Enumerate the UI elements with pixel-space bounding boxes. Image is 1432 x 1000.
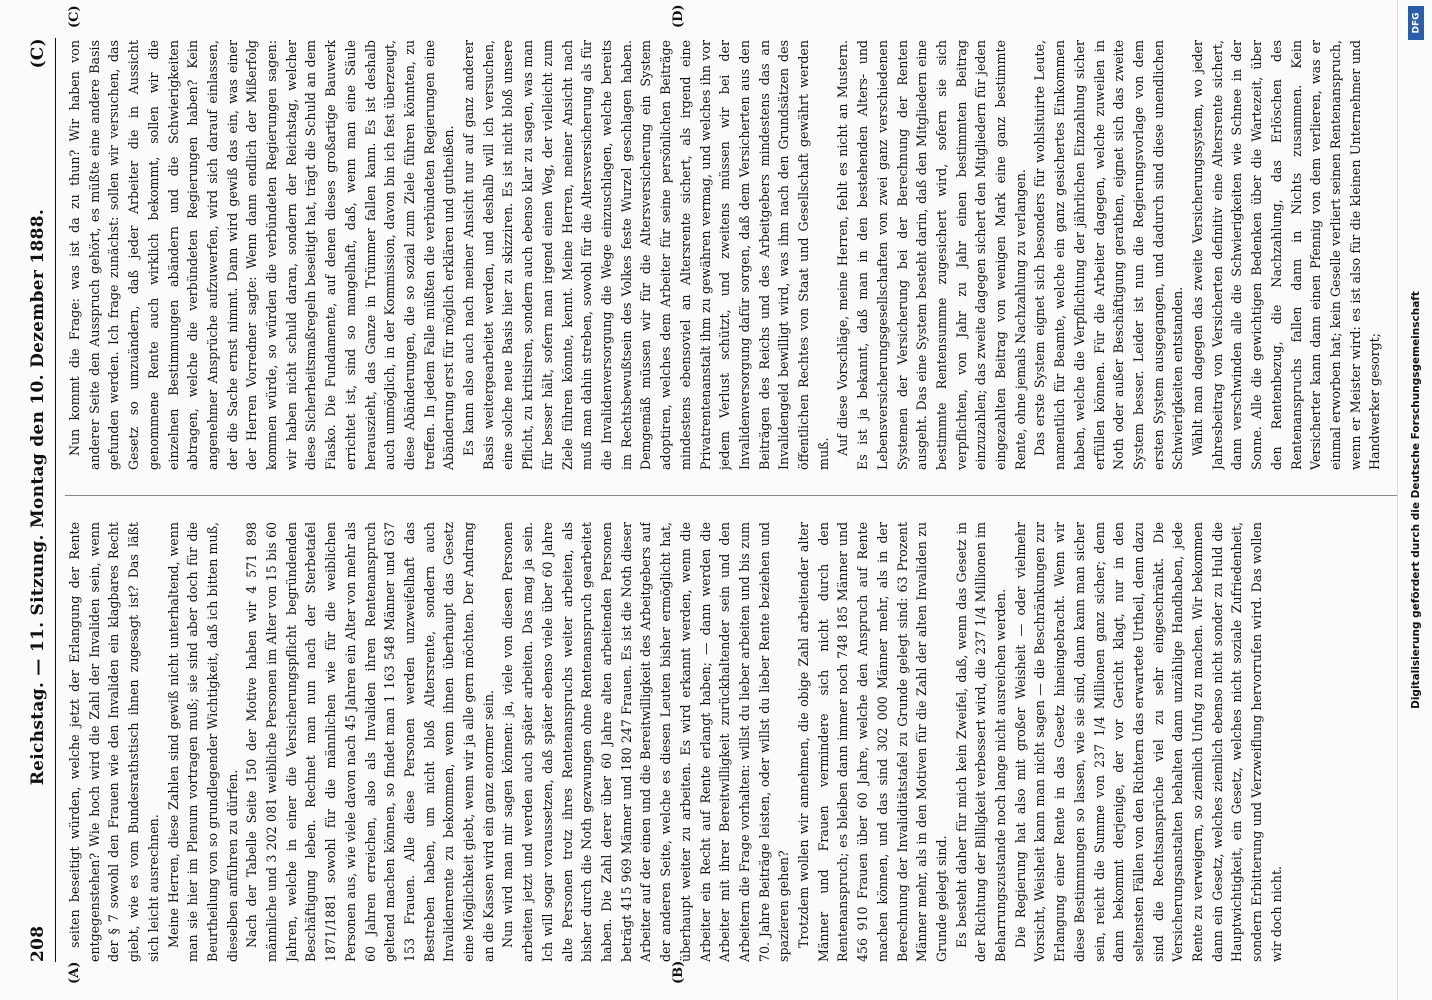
page-header <box>25 38 51 962</box>
running-title: Reichstag. — 11. Sitzung. Montag den 10. Dezember 1888. <box>28 208 48 786</box>
paragraph: Nun wird man mir sagen können: ja, viele von diesen Personen arbeiten jetzt und werden auch später arbeiten. Das mag ja sein. Ich will sogar voraussetzen, daß später ebenso viele über 60 Jahre alte Personen trotz ihres Rentenanspruchs weiter arbeiten, als bisher durch die Noth gezwungen ohne Rentenanspruch gearbeitet haben. Die Zahl derer über 60 Jahre alten arbeitenden Personen beträgt 415 969 Männer und 180 247 Frauen. Es ist die Noth dieser Arbeiter auf der einen und die Bereitwilligkeit des Arbeitgebers auf der anderen Seite, welche es diesen Leuten bisher ermöglicht hat, überhaupt weiter zu arbeiten. Es wird erkannt werden, wenn die Arbeiter ein Recht auf Rente erlangt haben; — dann werden die Arbeiter mit ihrer Bereitwilligkeit zurückhaltender sein und den Arbeitern die Frage vorhalten: willst du lieber arbeiten und bis zum 70. Jahre Beiträge leisten, oder willst du lieber Rente beziehen und spazieren gehen? <box>500 522 792 962</box>
paragraph: Wählt man dagegen das zweite Versicherungssystem, wo jeder Jahresbeitrag von Versicherten definitiv eine Altersrente sichert, dann verschwinden alle die Schwierigkeiten wie Schnee in der Sonne. Alle die gewichtigen Bedenken über die Wartezeit, über den Rentenbezug, die Nachzahlung, das Erlöschen des Rentenanspruchs fallen dann in Nichts zusammen. Kein Versicherter kann dann einen Pfennig von dem verlieren, was er einmal erworben hat; kein Geselle verliert seinen Rentenanspruch, wenn er Meister wird: es ist also für die kleinen Unternehmer und Handwerker gesorgt; <box>1190 40 1383 470</box>
margin-marker-b: (B) <box>671 960 686 984</box>
left-column <box>65 522 1397 962</box>
paragraph: Meine Herren, diese Zahlen sind gewiß nicht unterhaltend, wenn man sie hier im Plenum vortragen muß; sie sind aber doch für die Beurtheilung von so grundlegender Wichtigkeit, daß ich bitten muß, dieselben anführen zu dürfen. <box>165 522 240 962</box>
paragraph: Es kann also auch nach meiner Ansicht nur auf ganz anderer Basis weitergearbeitet werden, und deshalb will ich versuchen, eine solche neue Basis hier zu skizziren. Es ist nicht bloß unsere Pflicht, zu kritisiren, sondern auch ebenso klar zu sagen, was man für besser hält, sofern man irgend einen Weg, der vielleicht zum Ziele führen könnte, kennt. Meine Herren, meiner Ansicht nach muß man dahin streben, sowohl für die Altersversicherung als für die Invalidenversorgung die Wege einzuschlagen, welche bereits im Rechtsbewußtsein des Volkes feste Wurzel geschlagen haben. Demgemäß müssen wir für die Altersversicherung ein System adoptiren, welches dem Arbeiter für seine persönlichen Beiträge mindestens ebensoviel an Altersrente sichert, als irgend eine Privatrentenanstalt ihm zu gewähren vermag, und welches ihn vor jedem Verlust schützt, und zweitens müssen wir bei der Invalidenversorgung dafür sorgen, daß dem Versicherten aus den Beiträgen des Reichs und des Arbeitgebers mindestens das an Invalidengeld bewilligt wird, was ihm nach den Grundsätzen des öffentlichen Rechtes von Staat und Gesellschaft gewährt werden muß. <box>461 40 831 470</box>
header-rule <box>55 38 56 962</box>
margin-marker-d: (D) <box>671 4 686 28</box>
page-number: 208 <box>28 925 48 962</box>
paragraph: Das erste System eignet sich besonders für wohlsituirte Leute, namentlich für Beamte, welche ein ganz gesichertes Einkommen haben, welche die Verpflichtung der jährlichen Einzahlung sicher erfüllen können. Für die Arbeiter dagegen, welche zuweilen in Noth oder außer Beschäftigung gerathen, eignet sich das zweite System besser. Leider ist nun die Regierungsvorlage von dem ersten System ausgegangen, und dadurch sind diese unendlichen Schwierigkeiten entstanden. <box>1032 40 1186 470</box>
credit-text: Digitalisierung gefördert durch die Deutsche Forschungsgemeinschaft <box>1410 291 1422 709</box>
dfg-logo-text: DFG <box>1411 12 1422 34</box>
margin-marker-c: (C) <box>67 5 82 28</box>
paragraph: Die Regierung hat also mit großer Weisheit — oder vielmehr Vorsicht, Weisheit kann man nicht sagen — die Beschränkungen zur Erlangung einer Rente in das Gesetz hineingebracht. Wenn wir diese Bestimmungen so lassen, wie sie sind, dann kann man sicher sein, reicht die Summe von 237 1/4 Millionen ganz sicher; denn dann bekommt derjenige, der vor Gericht klagt, nur in den seltensten Fällen von den Richtern das erwartete Urtheil, denn dazu sind die Rechtsansprüche viel zu sehr eingeschränkt. Die Versicherungsanstalten behalten dann unzählige Handhaben, jede Rente zu verweigern, so ziemlich Unfug zu machen. Wir bekommen dann ein Gesetz, welches ziemlich ebenso nicht sonder zu Huld die Hauptwichtigkeit, ein Gesetz, welches nicht soziale Zufriedenheit, sondern Erbitterung und Verzweiflung hervorrufen wird. Das wollen wir doch nicht. <box>1012 522 1284 962</box>
header-marker: (C) <box>28 38 48 69</box>
paragraph: Trotzdem wollen wir annehmen, die obige Zahl arbeitender alter Männer und Frauen vermindere sich nicht durch den Rentenanspruch; es bleiben dann immer noch 748 185 Männer und 456 910 Frauen über 60 Jahre, welche den Anspruch auf Rente machen können, und das sind 302 000 Männer mehr, als in der Berechnung der Invaliditätstafel zu Grunde gelegt sind: 63 Prozent Männer mehr, als in den Motiven für die Zahl der alten Invaliden zu Grunde gelegt sind. <box>796 522 949 962</box>
paragraph: Nach der Tabelle Seite 150 der Motive haben wir 4 571 898 männliche und 3 202 081 weibliche Personen im Alter von 15 bis 60 Jahren, welche in einer die Versicherungspflicht begründenden Beschäftigung leben. Rechnet man nun nach der Sterbetafel 1871/1881 sowohl für die männlichen wie für die weiblichen Personen aus, wie viele davon nach 45 Jahren ein Alter von mehr als 60 Jahren erreichen, also als Invaliden ihren Rentenanspruch geltend machen können, so findet man 1 163 548 Männer und 637 153 Frauen. Alle diese Personen werden unzweifelhaft das Bestreben haben, um nicht bloß Altersrente, sondern auch Invalidenrente zu bekommen, wenn ihnen überhaupt das Gesetz eine Möglichkeit giebt, wenn wir ja alle gern möchten. Der Andrang an die Kassen wird ein ganz enormer sein. <box>244 522 496 962</box>
column-divider <box>65 495 1397 496</box>
right-column <box>65 40 1397 470</box>
paragraph: Auf diese Vorschläge, meine Herren, fehlt es nicht an Mustern. Es ist ja bekannt, daß man in den bestehenden Alters- und Lebensversicherungsgesellschaften von zwei ganz verschiedenen Systemen der Versicherung bei der Berechnung der Renten ausgeht. Das eine System besteht darin, daß den Mitgliedern eine bestimmte Rentensumme zugesichert wird, sofern sie sich verpflichten, von Jahr zu Jahr einen bestimmten Beitrag einzuzahlen; das zweite dagegen sichert den Mitgliedern für jeden eingezahlten Beitrag von wenigen Mark eine ganz bestimmte Rente, ohne jemals Nachzahlung zu verlangen. <box>835 40 1028 470</box>
paragraph: Es besteht daher für mich kein Zweifel, daß, wenn das Gesetz in der Richtung der Billigkeit verbessert wird, die 237 1/4 Millionen im Beharrungszustande noch lange nicht ausreichen werden. <box>953 522 1009 962</box>
rotated-document <box>11 4 1421 990</box>
paragraph: seiten beseitigt würden, welche jetzt der Erlangung der Rente entgegenstehen? Wie hoch wird die Zahl der Invaliden sein, wenn der § 7 sowohl den Frauen wie den Invaliden ein klagbares Recht giebt, wie es vom Bundesrathstisch ihnen zugesagt ist? Das läßt sich leicht ausrechnen. <box>67 522 161 962</box>
margin-marker-a: (A) <box>67 961 82 984</box>
paragraph: Nun kommt die Frage: was ist da zu thun? Wir haben von anderer Seite den Ausspruch gehört, es müßte eine andere Basis gefunden werden. Ich frage zunächst: sollen wir versuchen, das Gesetz so umzuändern, daß jeder Arbeiter die in Aussicht genommene Rente auch wirklich bekommt, sollen wir die einzelnen Bestimmungen abändern und die Schwierigkeiten abtragen, welche die verbündeten Regierungen haben? Kein angenehmer Ansprüche aufzuwerfen, wird sich darauf einlassen, der die Sache ernst nimmt. Dann wird gewiß das ein, was einer der Herren Vorredner sagte: Wenn dann endlich der Mißerfolg kommen würde, so würden die verbündeten Regierungen sagen: wir haben nicht schuld daran, sondern der Reichstag, welcher diese Sicherheitsmaßregeln beseitigt hat, trägt die Schuld an dem Fiasko. Die Fundamente, auf denen dieses großartige Bauwerk errichtet ist, sind so mangelhaft, daß, wenn man eine Säule herauszieht, das Ganze in Trümmer fallen kann. Es ist deshalb auch unmöglich, in der Kommission, davon bin ich fest überzeugt, diese Abänderungen, die so sozial zum Ziele führen könnten, zu treffen. In jedem Falle müßten die verbündeten Regierungen eine Abänderung erst für möglich erklären und gutheißen. <box>67 40 457 470</box>
